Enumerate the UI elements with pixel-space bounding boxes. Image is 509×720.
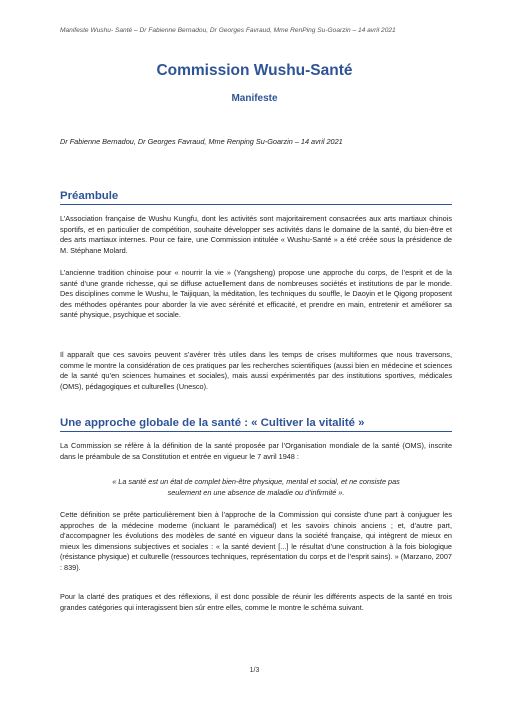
who-quote: « La santé est un état de complet bien-être physique, mental et social, et ne consiste pas seulement en une absence de maladie ou d’infirmité ». — [112, 477, 400, 497]
paragraph: Pour la clarté des pratiques et des réflexions, il est donc possible de réunir les différents aspects de la santé en trois grandes catégories qui interagissent bien sûr entre elles, comme le montre le schéma suivant. — [60, 592, 452, 612]
section-heading-approche-globale: Une approche globale de la santé : « Cultiver la vitalité » — [60, 417, 452, 432]
paragraph: L’ancienne tradition chinoise pour « nourrir la vie » (Yangsheng) propose une approche du corps, de l’esprit et de la santé d’une grande richesse, qui se diffuse actuellement dans de nombreuses sociétés et institutions de par le monde. Des disciplines comme le Wushu, le Taijiquan, la méditation, les techniques du souffle, le Daoyin et le Qigong proposent des méthodes opérantes pour aborder la vie avec sérénité et efficacité, et prendre en main, entretenir et améliorer sa santé physique, psychique et sociale. — [60, 268, 452, 319]
paragraph: Cette définition se prête particulièrement bien à l’approche de la Commission qui consiste d’une part à conjuguer les approches de la médecine moderne (incluant le paramédical) et les savoirs chinois anciens ; et, d’autre part, d’accompagner les évolutions des modèles de santé en vigueur dans la société française, qui intègrent de mieux en mieux les dimensions subjectives et sociales : « la santé devient [...] le résultat d’une construction à la fois biologique (résistance physique) et culturelle (ressources techniques, représentation du corps et de l’esprit sains). » (Marzano, 2007 : 839). — [60, 510, 452, 572]
section-heading-preambule: Préambule — [60, 190, 452, 205]
authors-line: Dr Fabienne Bernadou, Dr Georges Favraud, Mme Renping Su-Goarzin – 14 avril 2021 — [60, 137, 343, 146]
running-header: Manifeste Wushu- Santé – Dr Fabienne Bernadou, Dr Georges Favraud, Mme RenPing Su-Goarzin – 14 avril 2021 — [60, 27, 396, 34]
page-number: 1/3 — [249, 667, 260, 674]
paragraph: Il apparaît que ces savoirs peuvent s’avérer très utiles dans les temps de crises multiformes que nous traversons, comme le montre la considération de ces pratiques par les recherches scientifiques (aussi bien en médecine et sciences de la santé qu’en sciences humaines et sociales), mais aussi expérimentés par des institutions sportives, médicales (OMS), pédagogiques et culturelles (Unesco). — [60, 350, 452, 391]
document-title: Commission Wushu-Santé — [156, 62, 353, 79]
paragraph: L’Association française de Wushu Kungfu, dont les activités sont majoritairement consacrées aux arts martiaux chinois sportifs, et en particulier de compétition, souhaite développer ses activités dans le domaine de la santé, du bien-être et des arts martiaux internes. Pour ce faire, une Commission intitulée « Wushu-Santé » a été créée sous la présidence de M. Stéphane Molard. — [60, 214, 452, 255]
document-subtitle: Manifeste — [231, 93, 278, 104]
paragraph: La Commission se réfère à la définition de la santé proposée par l’Organisation mondiale de la santé (OMS), inscrite dans le préambule de sa Constitution et entrée en vigueur le 7 avril 1948 : — [60, 441, 452, 461]
